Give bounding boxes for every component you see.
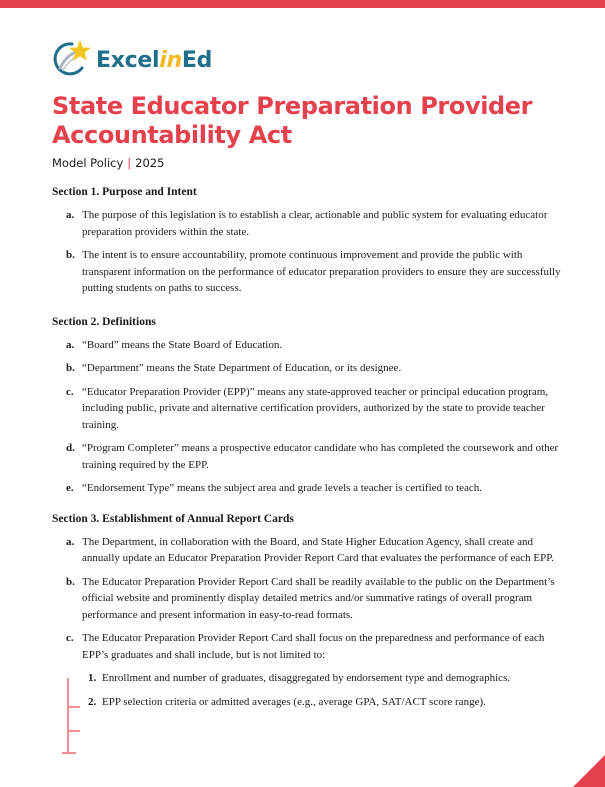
top-accent-bar (0, 0, 605, 8)
list-marker: b. (66, 362, 75, 374)
list-marker: e. (66, 482, 74, 494)
list-item (52, 337, 562, 354)
list-marker: c. (66, 385, 74, 398)
list-item-text: “Department” means the State Department of Education, or its designee. (82, 362, 402, 374)
sub-list-item-text: EPP selection criteria or admitted averages (e.g., average GPA, SAT/ACT score range). (102, 695, 486, 708)
corner-accent-triangle (573, 755, 605, 787)
sub-list-marker: 1. (88, 672, 97, 684)
list-item-text: The Educator Preparation Provider Report Card shall be readily available to the public on the Department’s official website and prominently display detailed metrics and/or summative ratings of overall program performance and present information in easy-to-read formats. (82, 575, 555, 621)
list-marker: a. (66, 338, 75, 351)
document-subtitle (52, 156, 164, 170)
list-item (52, 207, 562, 240)
list-item (52, 574, 562, 624)
section-1 (52, 184, 562, 297)
logo-word-in: in (159, 48, 182, 73)
list-item-text: The Educator Preparation Provider Report Card shall focus on the preparedness and performance of each EPP’s graduates and shall include, but is not limited to: (82, 632, 545, 661)
list-marker: c. (66, 632, 74, 644)
subtitle-separator: | (127, 156, 132, 170)
document-body (52, 184, 562, 710)
list-item-text: “Educator Preparation Provider (EPP)” means any state-approved teacher or principal education program, including public, private and alternative certification providers, authorized by the state to provide teacher training. (82, 385, 549, 431)
sub-list-bracket-line (67, 678, 69, 753)
sub-list-bracket-end (62, 752, 76, 754)
logo-word-excel: Excel (96, 48, 160, 73)
list-item-text: “Board” means the State Board of Education. (82, 338, 283, 351)
list-item-text: The intent is to ensure accountability, promote continuous improvement and provide the public with transparent information on the performance of educator preparation providers to ensure they are successfully putting students on paths to success. (82, 249, 561, 294)
list-item (52, 360, 562, 377)
sub-list-item (88, 694, 562, 711)
list-item (52, 630, 562, 663)
list-item (52, 384, 562, 434)
list-item (52, 440, 562, 473)
logo-wordmark (96, 44, 212, 72)
logo-swoosh-star-icon (52, 38, 92, 78)
subtitle-type: Model Policy (52, 156, 124, 170)
list-item-text: “Endorsement Type” means the subject area and grade levels a teacher is certified to teach. (82, 482, 483, 494)
section-heading: Section 1. Purpose and Intent (52, 186, 197, 198)
sub-list-bracket-tick (68, 730, 80, 732)
list-item-text: The Department, in collaboration with the Board, and State Higher Education Agency, shall create and annually update an Educator Preparation Provider Report Card that evaluates the performance of each EPP. (82, 535, 554, 564)
list-item (52, 534, 562, 567)
sub-list-item-text: Enrollment and number of graduates, disaggregated by endorsement type and demographics. (102, 672, 511, 684)
excelined-logo (52, 38, 212, 78)
list-item-text: The purpose of this legislation is to establish a clear, actionable and public system for evaluating educator preparation providers within the state. (82, 209, 548, 238)
list-item (52, 480, 562, 497)
list-item-text: “Program Completer” means a prospective educator candidate who has completed the coursework and other training required by the EPP. (82, 442, 559, 471)
list-item (52, 247, 562, 297)
list-marker: d. (66, 442, 75, 454)
sub-list-item (88, 670, 562, 687)
section-3 (52, 511, 562, 711)
document-title: State Educator Preparation Provider Accountability Act (52, 92, 533, 149)
logo-word-ed: Ed (181, 48, 213, 73)
subtitle-year: 2025 (135, 156, 165, 170)
list-marker: a. (66, 209, 75, 221)
list-marker: b. (66, 249, 75, 261)
section-heading: Section 2. Definitions (52, 315, 156, 328)
list-marker: b. (66, 575, 75, 588)
section-2 (52, 314, 562, 497)
list-marker: a. (66, 535, 75, 548)
sub-list-marker: 2. (88, 695, 97, 708)
sub-list-bracket-tick (68, 706, 80, 708)
section-heading: Section 3. Establishment of Annual Report Cards (52, 512, 294, 525)
